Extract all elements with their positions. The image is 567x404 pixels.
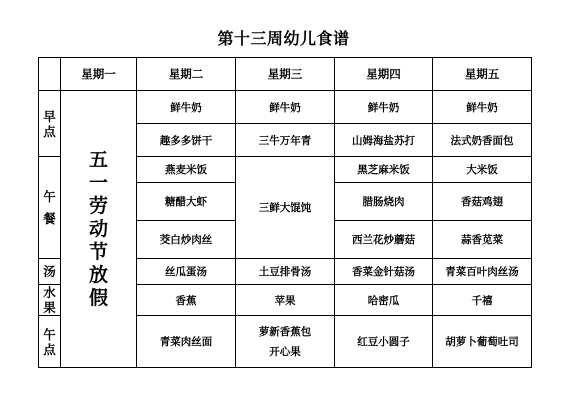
- menu-item: 胡萝卜葡萄吐司: [433, 316, 532, 368]
- page-title: 第十三周幼儿食谱: [217, 29, 350, 48]
- menu-item: 土豆排骨汤: [236, 259, 335, 285]
- holiday-char: 劳: [88, 194, 108, 217]
- corner-cell: [39, 58, 61, 91]
- day-header-tue: 星期二: [137, 58, 236, 91]
- menu-item: 鲜牛奶: [433, 91, 532, 124]
- menu-item: 青菜百叶肉丝汤: [433, 259, 532, 285]
- day-header-fri: 星期五: [433, 58, 532, 91]
- meal-label-lunch: 午餐: [43, 188, 56, 226]
- meal-label-soup: 汤: [39, 259, 61, 285]
- menu-item: 香菇鸡翅: [433, 183, 532, 221]
- menu-table: [38, 57, 532, 368]
- menu-item: 山姆海盐苏打: [335, 124, 433, 157]
- menu-item: 蒜香苋菜: [433, 221, 532, 259]
- menu-item: 腊肠烧肉: [335, 183, 433, 221]
- meal-label-breakfast: 早点: [43, 108, 56, 139]
- day-header-wed: 星期三: [236, 58, 335, 91]
- day-header-thu: 星期四: [335, 58, 433, 91]
- holiday-char: 五: [88, 148, 108, 171]
- menu-item: 千禧: [433, 285, 532, 316]
- header-row: [39, 58, 532, 91]
- menu-item: 红豆小圆子: [335, 316, 433, 368]
- holiday-char: 节: [88, 240, 108, 263]
- holiday-char: 放: [88, 263, 108, 286]
- holiday-char: 动: [88, 217, 108, 240]
- menu-item: 西兰花炒蘑菇: [335, 221, 433, 259]
- menu-item: 萝新香蕉包: [258, 325, 312, 338]
- menu-item: 开心果: [269, 345, 301, 358]
- holiday-cell: [61, 91, 137, 368]
- menu-item: 鲜牛奶: [137, 91, 236, 124]
- menu-item: 苹果: [236, 285, 335, 316]
- menu-item: 糖醋大虾: [137, 183, 236, 221]
- menu-item: 燕麦米饭: [137, 157, 236, 183]
- menu-item: 茭白炒肉丝: [137, 221, 236, 259]
- menu-item: 三牛万年青: [236, 124, 335, 157]
- menu-item-stack: [236, 316, 335, 368]
- breakfast-row-1: [39, 91, 532, 124]
- holiday-char: 一: [88, 171, 108, 194]
- menu-item: 趣多多饼干: [137, 124, 236, 157]
- meal-label-afternoon: 午点: [43, 326, 56, 357]
- menu-item: 大米饭: [433, 157, 532, 183]
- holiday-char: 假: [88, 286, 108, 309]
- menu-item: 香菜金针菇汤: [335, 259, 433, 285]
- day-header-mon: 星期一: [61, 58, 137, 91]
- menu-item: 鲜牛奶: [236, 91, 335, 124]
- meal-label-fruit: 水果: [43, 285, 56, 315]
- menu-item: 黑芝麻米饭: [335, 157, 433, 183]
- menu-item: 香蕉: [137, 285, 236, 316]
- menu-item: 青菜肉丝面: [137, 316, 236, 368]
- menu-item: 丝瓜蛋汤: [137, 259, 236, 285]
- menu-item: 三鲜大馄饨: [236, 157, 335, 259]
- menu-item: 法式奶香面包: [433, 124, 532, 157]
- menu-item: 鲜牛奶: [335, 91, 433, 124]
- menu-item: 哈密瓜: [335, 285, 433, 316]
